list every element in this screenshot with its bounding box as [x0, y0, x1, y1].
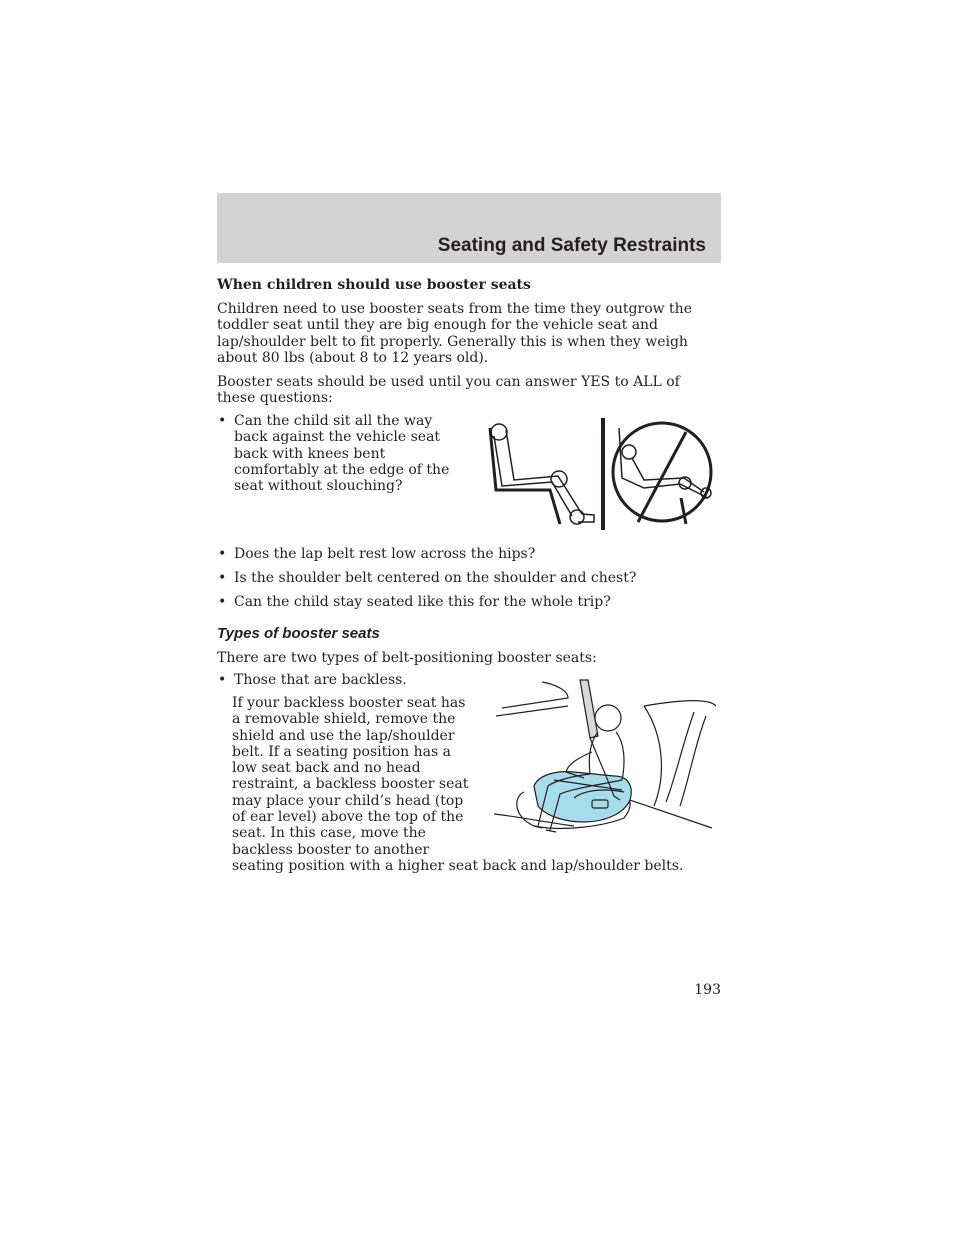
- list-item: • Does the lap belt rest low across the hips?: [218, 546, 536, 562]
- backless-booster-illustration: [494, 676, 716, 834]
- backless-paragraph-end: seating position with a higher seat back and lap/shoulder belts.: [232, 858, 684, 874]
- list-item: • Can the child sit all the way back against the vehicle seat back with knees bent comfortably at the edge of the seat without slouching?: [218, 413, 450, 495]
- page-number: 193: [694, 982, 721, 998]
- subsection-heading: Types of booster seats: [217, 625, 380, 642]
- criteria-paragraph: Booster seats should be used until you can answer YES to ALL of these questions:: [217, 374, 680, 407]
- backless-paragraph: If your backless booster seat has a removable shield, remove the shield and use the lap/shoulder belt. If a seating position has a low seat back and no head restraint, a backless booster seat may place your child’s head (top of ear level) above the top of the seat. In this case, move the backless booster to another: [232, 695, 469, 858]
- types-intro: There are two types of belt-positioning booster seats:: [217, 650, 597, 666]
- seating-posture-illustration: [486, 418, 718, 532]
- list-item: • Can the child stay seated like this for the whole trip?: [218, 594, 611, 610]
- booster-heading: When children should use booster seats: [217, 277, 531, 293]
- section-title: Seating and Safety Restraints: [437, 235, 706, 256]
- intro-paragraph: Children need to use booster seats from the time they outgrow the toddler seat until they are big enough for the vehicle seat and lap/shoulder belt to fit properly. Generally this is when they weigh about 80 lbs (about 8 to 12 years old).: [217, 301, 692, 366]
- list-item: • Those that are backless.: [218, 672, 407, 688]
- section-header-band: [217, 193, 721, 263]
- list-item: • Is the shoulder belt centered on the shoulder and chest?: [218, 570, 637, 586]
